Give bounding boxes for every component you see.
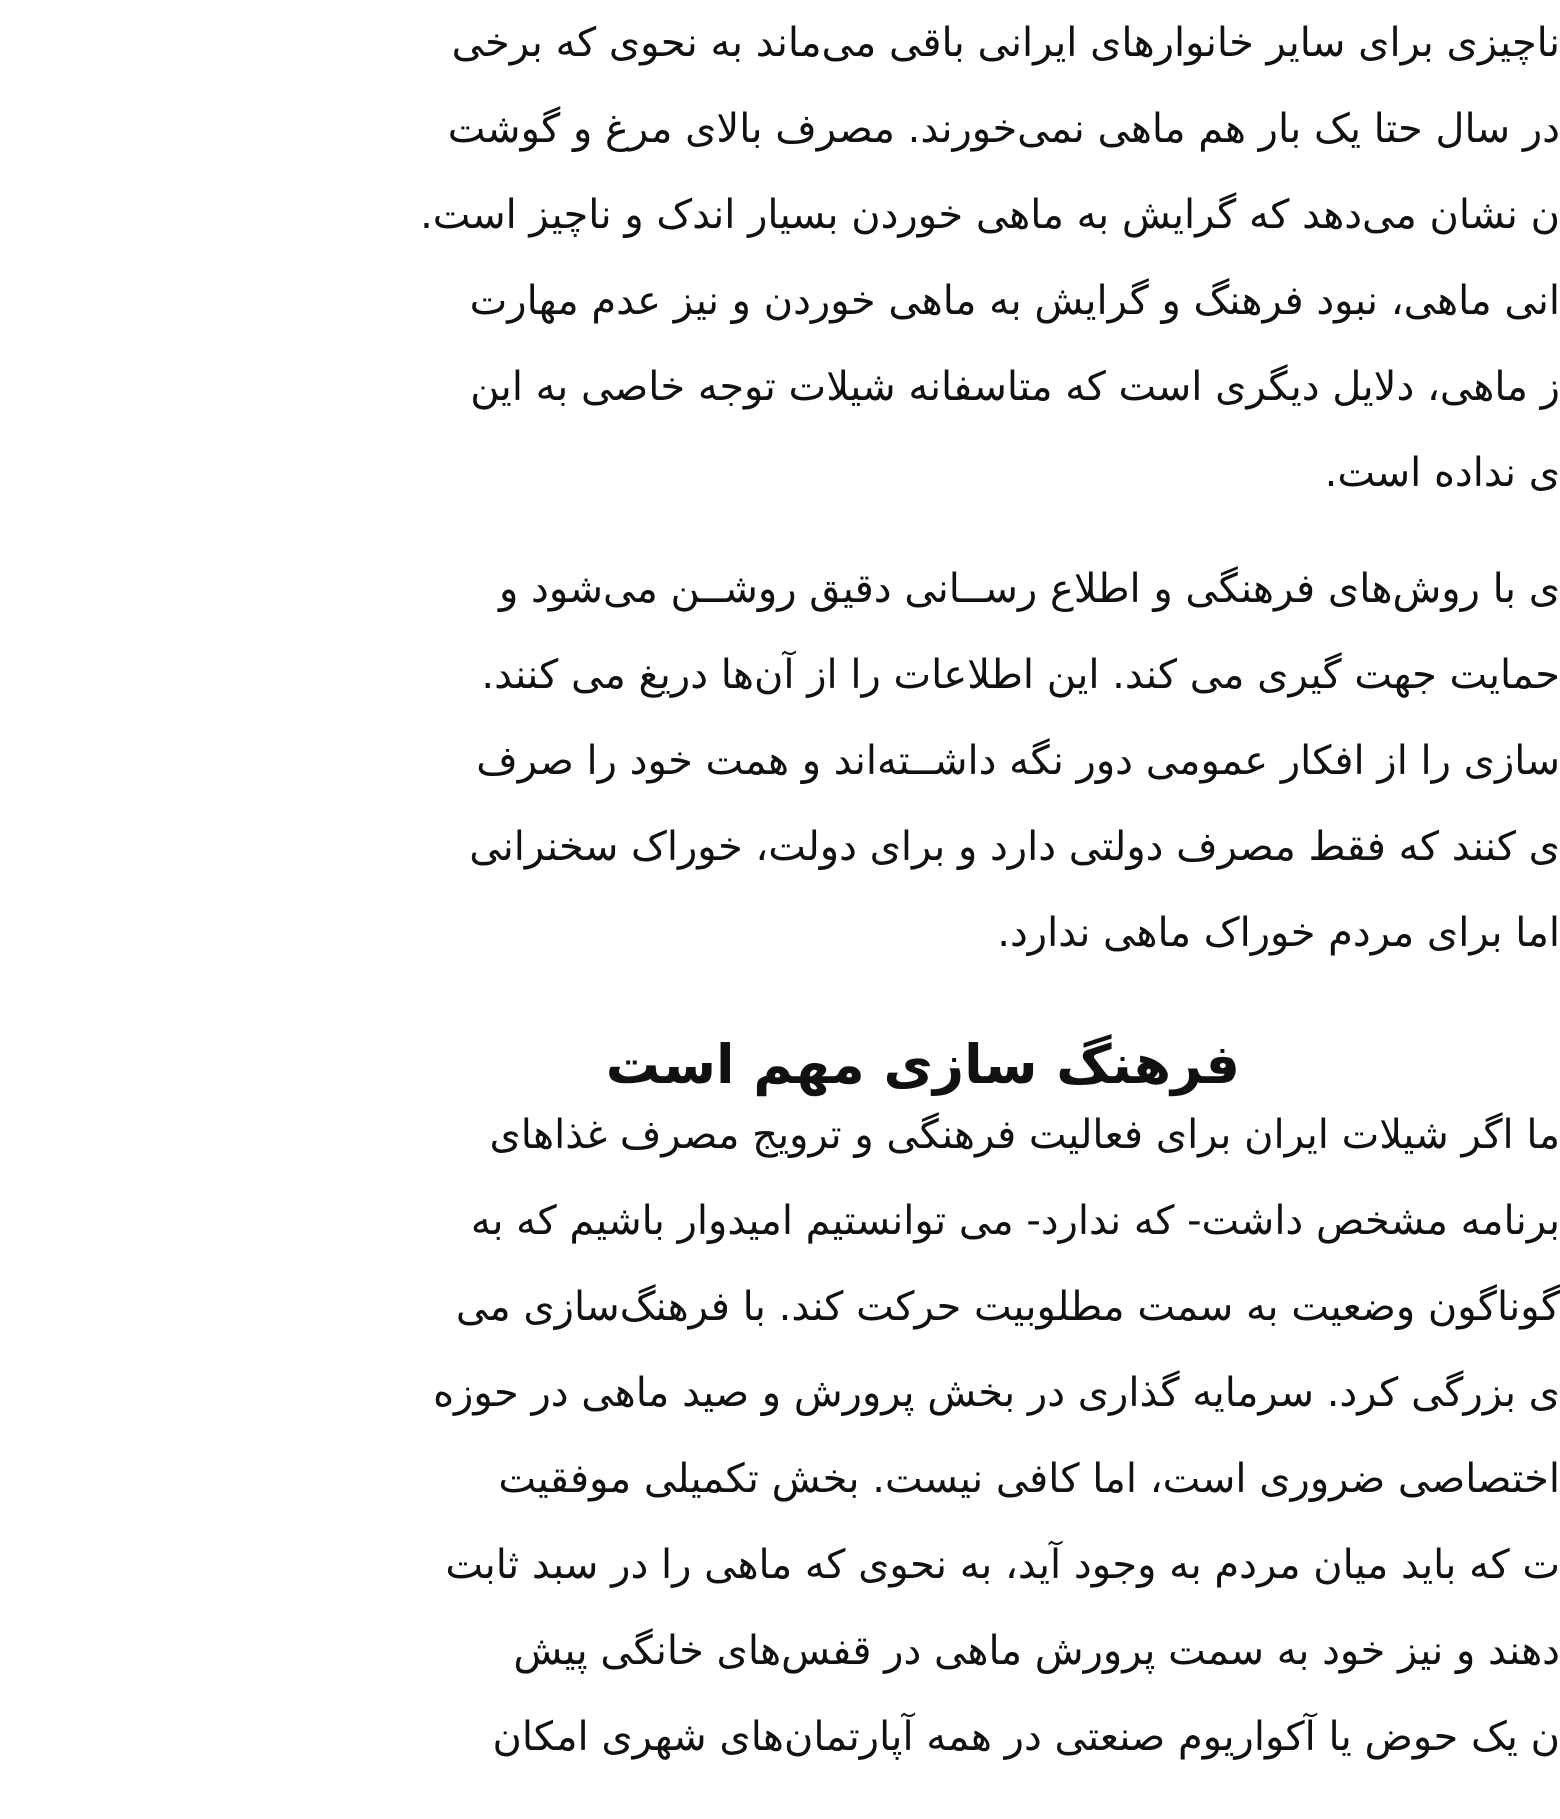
text-line: ی نداده است. [1324,450,1560,496]
text-line: ت که باید میان مردم به وجود آید، به نحوی که ماهی را در سبد ثابت [445,1542,1560,1588]
text-line: اما برای مردم خوراک ماهی ندارد. [997,910,1560,956]
text-line: برنامه مشخص داشت- که ندارد- می توانستیم امیدوار باشیم که به [470,1198,1560,1244]
text-line: ن یک حوض یا آکواریوم صنعتی در همه آپارتمان‌های شهری امکان [492,1714,1560,1760]
paragraph-information [160,546,1560,976]
text-line: ز ماهی، دلایل دیگری است که متاسفانه شیلات توجه خاصی به این [470,364,1560,410]
text-line: سازی را از افکار عمومی دور نگه داشــته‌اند و همت خود را صرف [476,738,1560,784]
text-line: اختصاصی ضروری است، اما کافی نیست. بخش تکمیلی موفقیت [498,1456,1560,1502]
text-line: دهند و نیز خود به سمت پرورش ماهی در قفس‌های خانگی پیش [513,1628,1560,1674]
text-line: ما اگر شیلات ایران برای فعالیت فرهنگی و ترویج مصرف غذاهای [489,1112,1560,1158]
text-line: ن نشان می‌دهد که گرایش به ماهی خوردن بسیار اندک و ناچیز است. [420,192,1560,238]
text-line: ی بزرگی کرد. سرمایه گذاری در بخش پرورش و صید ماهی در حوزه [433,1370,1560,1416]
section-heading: فرهنگ سازی مهم است [605,1033,1240,1096]
text-line: گوناگون وضعیت به سمت مطلوبیت حرکت کند. با فرهنگ‌سازی می [455,1284,1560,1330]
text-line: ی با روش‌های فرهنگی و اطلاع رســانی دقیق روشــن می‌شود و [498,566,1560,612]
text-line: در سال حتا یک بار هم ماهی نمی‌خورند. مصرف بالای مرغ و گوشت [447,106,1560,152]
text-line: ی کنند که فقط مصرف دولتی دارد و برای دولت، خوراک سخنرانی [469,824,1560,870]
paragraph-culture-building [160,1092,1560,1780]
paragraph-fish-consumption [160,0,1560,516]
text-line: انی ماهی، نبود فرهنگ و گرایش به ماهی خوردن و نیز عدم مهارت [469,278,1560,324]
text-line: ناچیزی برای سایر خانوارهای ایرانی باقی می‌ماند به نحوی که برخی [451,20,1560,66]
text-line: حمایت جهت گیری می کند. این اطلاعات را از آن‌ها دریغ می کنند. [481,652,1560,698]
